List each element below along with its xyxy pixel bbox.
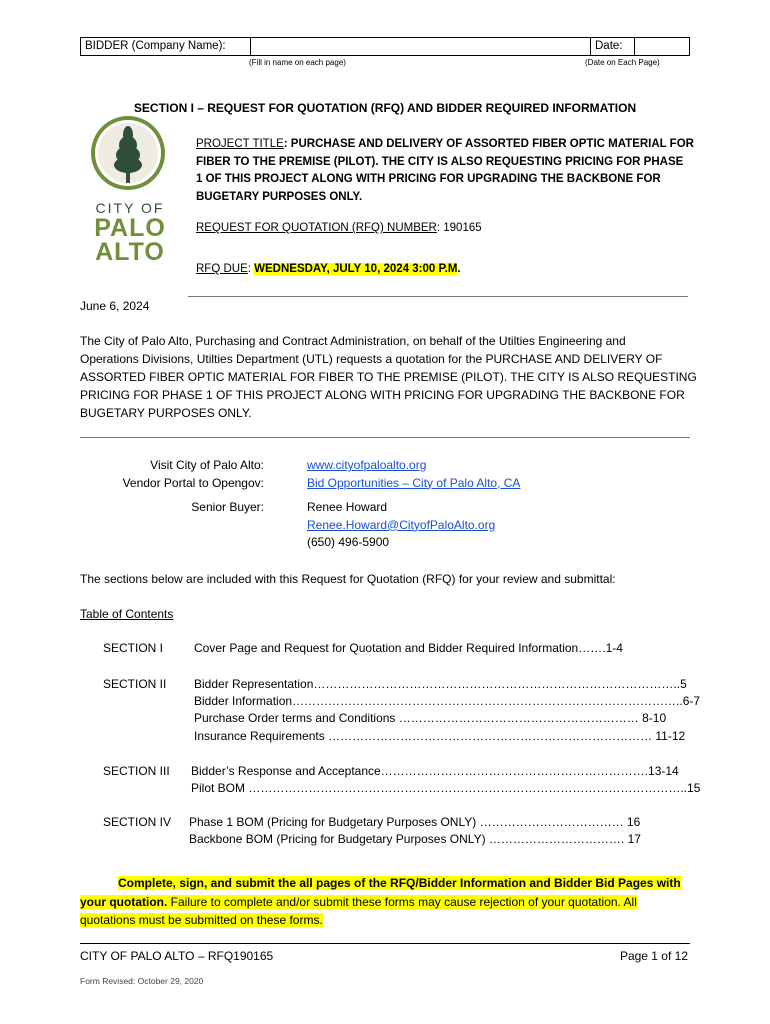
- portal-label: Vendor Portal to Opengov:: [122, 475, 264, 490]
- project-title-block: [196, 136, 696, 206]
- project-title-line4: BUGETARY PURPOSES ONLY.: [196, 190, 363, 203]
- toc-s4-line2: Backbone BOM (Pricing for Budgetary Purposes ONLY) ……………………………. 17: [189, 832, 641, 846]
- buyer-name: Renee Howard: [307, 500, 388, 514]
- bidder-name-field[interactable]: [251, 38, 591, 55]
- toc-s2-line1: Bidder Representation………………………………………………………………………………..5: [194, 677, 687, 691]
- opengov-portal-link[interactable]: Bid Opportunities – City of Palo Alto, CA: [307, 475, 521, 490]
- logo-line1: CITY OF: [95, 200, 165, 216]
- date-label: Date:: [595, 40, 623, 52]
- contact-values: [307, 457, 520, 552]
- toc-s2-line4: Insurance Requirements ……………………………………………………………………… 11-12: [194, 729, 686, 743]
- toc-s2-label: SECTION II: [103, 677, 167, 691]
- footer-page-number: Page 1 of 12: [619, 949, 688, 963]
- divider-1: [188, 296, 688, 297]
- contact-labels: [80, 457, 264, 517]
- visit-label: Visit City of Palo Alto:: [150, 458, 264, 472]
- logo-line2: PALO: [94, 214, 166, 242]
- footer-rule: [80, 943, 690, 944]
- rfq-due-label: RFQ DUE: [196, 263, 248, 275]
- logo-line3: ALTO: [95, 238, 165, 266]
- notice-normal: Failure to complete and/or submit these forms may cause rejection of your quotation. All quotations must be submitted on these forms.: [80, 894, 637, 927]
- rfq-due-end: .: [457, 263, 461, 275]
- toc-s1-line: Cover Page and Request for Quotation and Bidder Required Information…….1-4: [194, 641, 623, 655]
- toc-s3-line2: Pilot BOM ………………………………………………………………………………………………..15: [191, 781, 701, 795]
- project-title-label: PROJECT TITLE: [196, 138, 284, 150]
- submission-notice: [80, 874, 692, 930]
- rfq-number-label: REQUEST FOR QUOTATION (RFQ) NUMBER: [196, 222, 437, 234]
- form-revised: Form Revised: October 29, 2020: [80, 976, 204, 986]
- bidder-hint: (Fill in name on each page): [249, 58, 346, 67]
- toc-s3-line1: Bidder’s Response and Acceptance………………………………………………………….13-14: [191, 764, 679, 778]
- toc-s4-line1: Phase 1 BOM (Pricing for Budgetary Purposes ONLY) ……………………………… 16: [189, 815, 641, 829]
- intro-line-1: The City of Palo Alto, Purchasing and Contract Administration, on behalf of the Utilties Engineering and: [80, 334, 626, 348]
- city-logo: [80, 113, 180, 266]
- buyer-label: Senior Buyer:: [191, 500, 264, 514]
- rfq-due-sep: :: [247, 263, 255, 275]
- notice-bold: Complete, sign, and submit the all pages of the RFQ/Bidder Information and Bidder Bid Pages with your quotation.: [80, 876, 681, 909]
- date-line: June 6, 2024: [80, 299, 150, 313]
- footer-left: CITY OF PALO ALTO – RFQ190165: [80, 949, 274, 963]
- intro-line-4: PRICING FOR PHASE 1 OF THIS PROJECT ALONG WITH PRICING FOR UPGRADING THE BACKBONE FOR: [80, 388, 685, 402]
- rfq-due: [196, 263, 461, 275]
- toc-s3-label: SECTION III: [103, 764, 170, 778]
- section-title: SECTION I – REQUEST FOR QUOTATION (RFQ) AND BIDDER REQUIRED INFORMATION: [133, 101, 637, 115]
- toc-s2-line2: Bidder Information……………………………………………………………………………………..6-7: [194, 694, 701, 708]
- intro-line-3: ASSORTED FIBER OPTIC MATERIAL FOR FIBER TO THE PREMISE (PILOT). THE CITY IS ALSO REQUESTING: [80, 370, 697, 384]
- toc-title: Table of Contents: [80, 607, 174, 621]
- project-title-line1: : PURCHASE AND DELIVERY OF ASSORTED FIBER OPTIC MATERIAL FOR: [283, 138, 694, 150]
- rfq-due-value: WEDNESDAY, JULY 10, 2024 3:00 P.M: [254, 263, 458, 275]
- bidder-header-table: [80, 37, 690, 56]
- rfq-number: [196, 222, 482, 234]
- sections-intro: The sections below are included with this Request for Quotation (RFQ) for your review and submittal:: [80, 572, 616, 586]
- date-hint: (Date on Each Page): [585, 58, 660, 67]
- buyer-email-link[interactable]: Renee.Howard@CityofPaloAlto.org: [307, 517, 496, 532]
- date-field[interactable]: [635, 38, 689, 55]
- rfq-number-value: : 190165: [436, 222, 482, 234]
- bidder-label: BIDDER (Company Name):: [85, 40, 226, 52]
- divider-2: [80, 437, 690, 438]
- buyer-phone: (650) 496-5900: [307, 535, 390, 549]
- toc-s2-line3: Purchase Order terms and Conditions …………………………………………………… 8-10: [194, 711, 667, 725]
- city-website-link[interactable]: www.cityofpaloalto.org: [307, 458, 427, 472]
- toc-s4-label: SECTION IV: [103, 815, 172, 829]
- intro-paragraph: [80, 332, 700, 422]
- project-title-line3: 1 OF THIS PROJECT ALONG WITH PRICING FOR UPGRADING THE BACKBONE FOR: [196, 173, 661, 185]
- toc-s1-label: SECTION I: [103, 641, 164, 655]
- project-title-line2: FIBER TO THE PREMISE (PILOT). THE CITY IS ALSO REQUESTING PRICING FOR PHASE: [196, 155, 684, 168]
- intro-line-2: Operations Divisions, Utilties Department (UTL) requests a quotation for the PURCHASE AND DELIVERY OF: [80, 352, 663, 366]
- intro-line-5: BUGETARY PURPOSES ONLY.: [80, 406, 252, 420]
